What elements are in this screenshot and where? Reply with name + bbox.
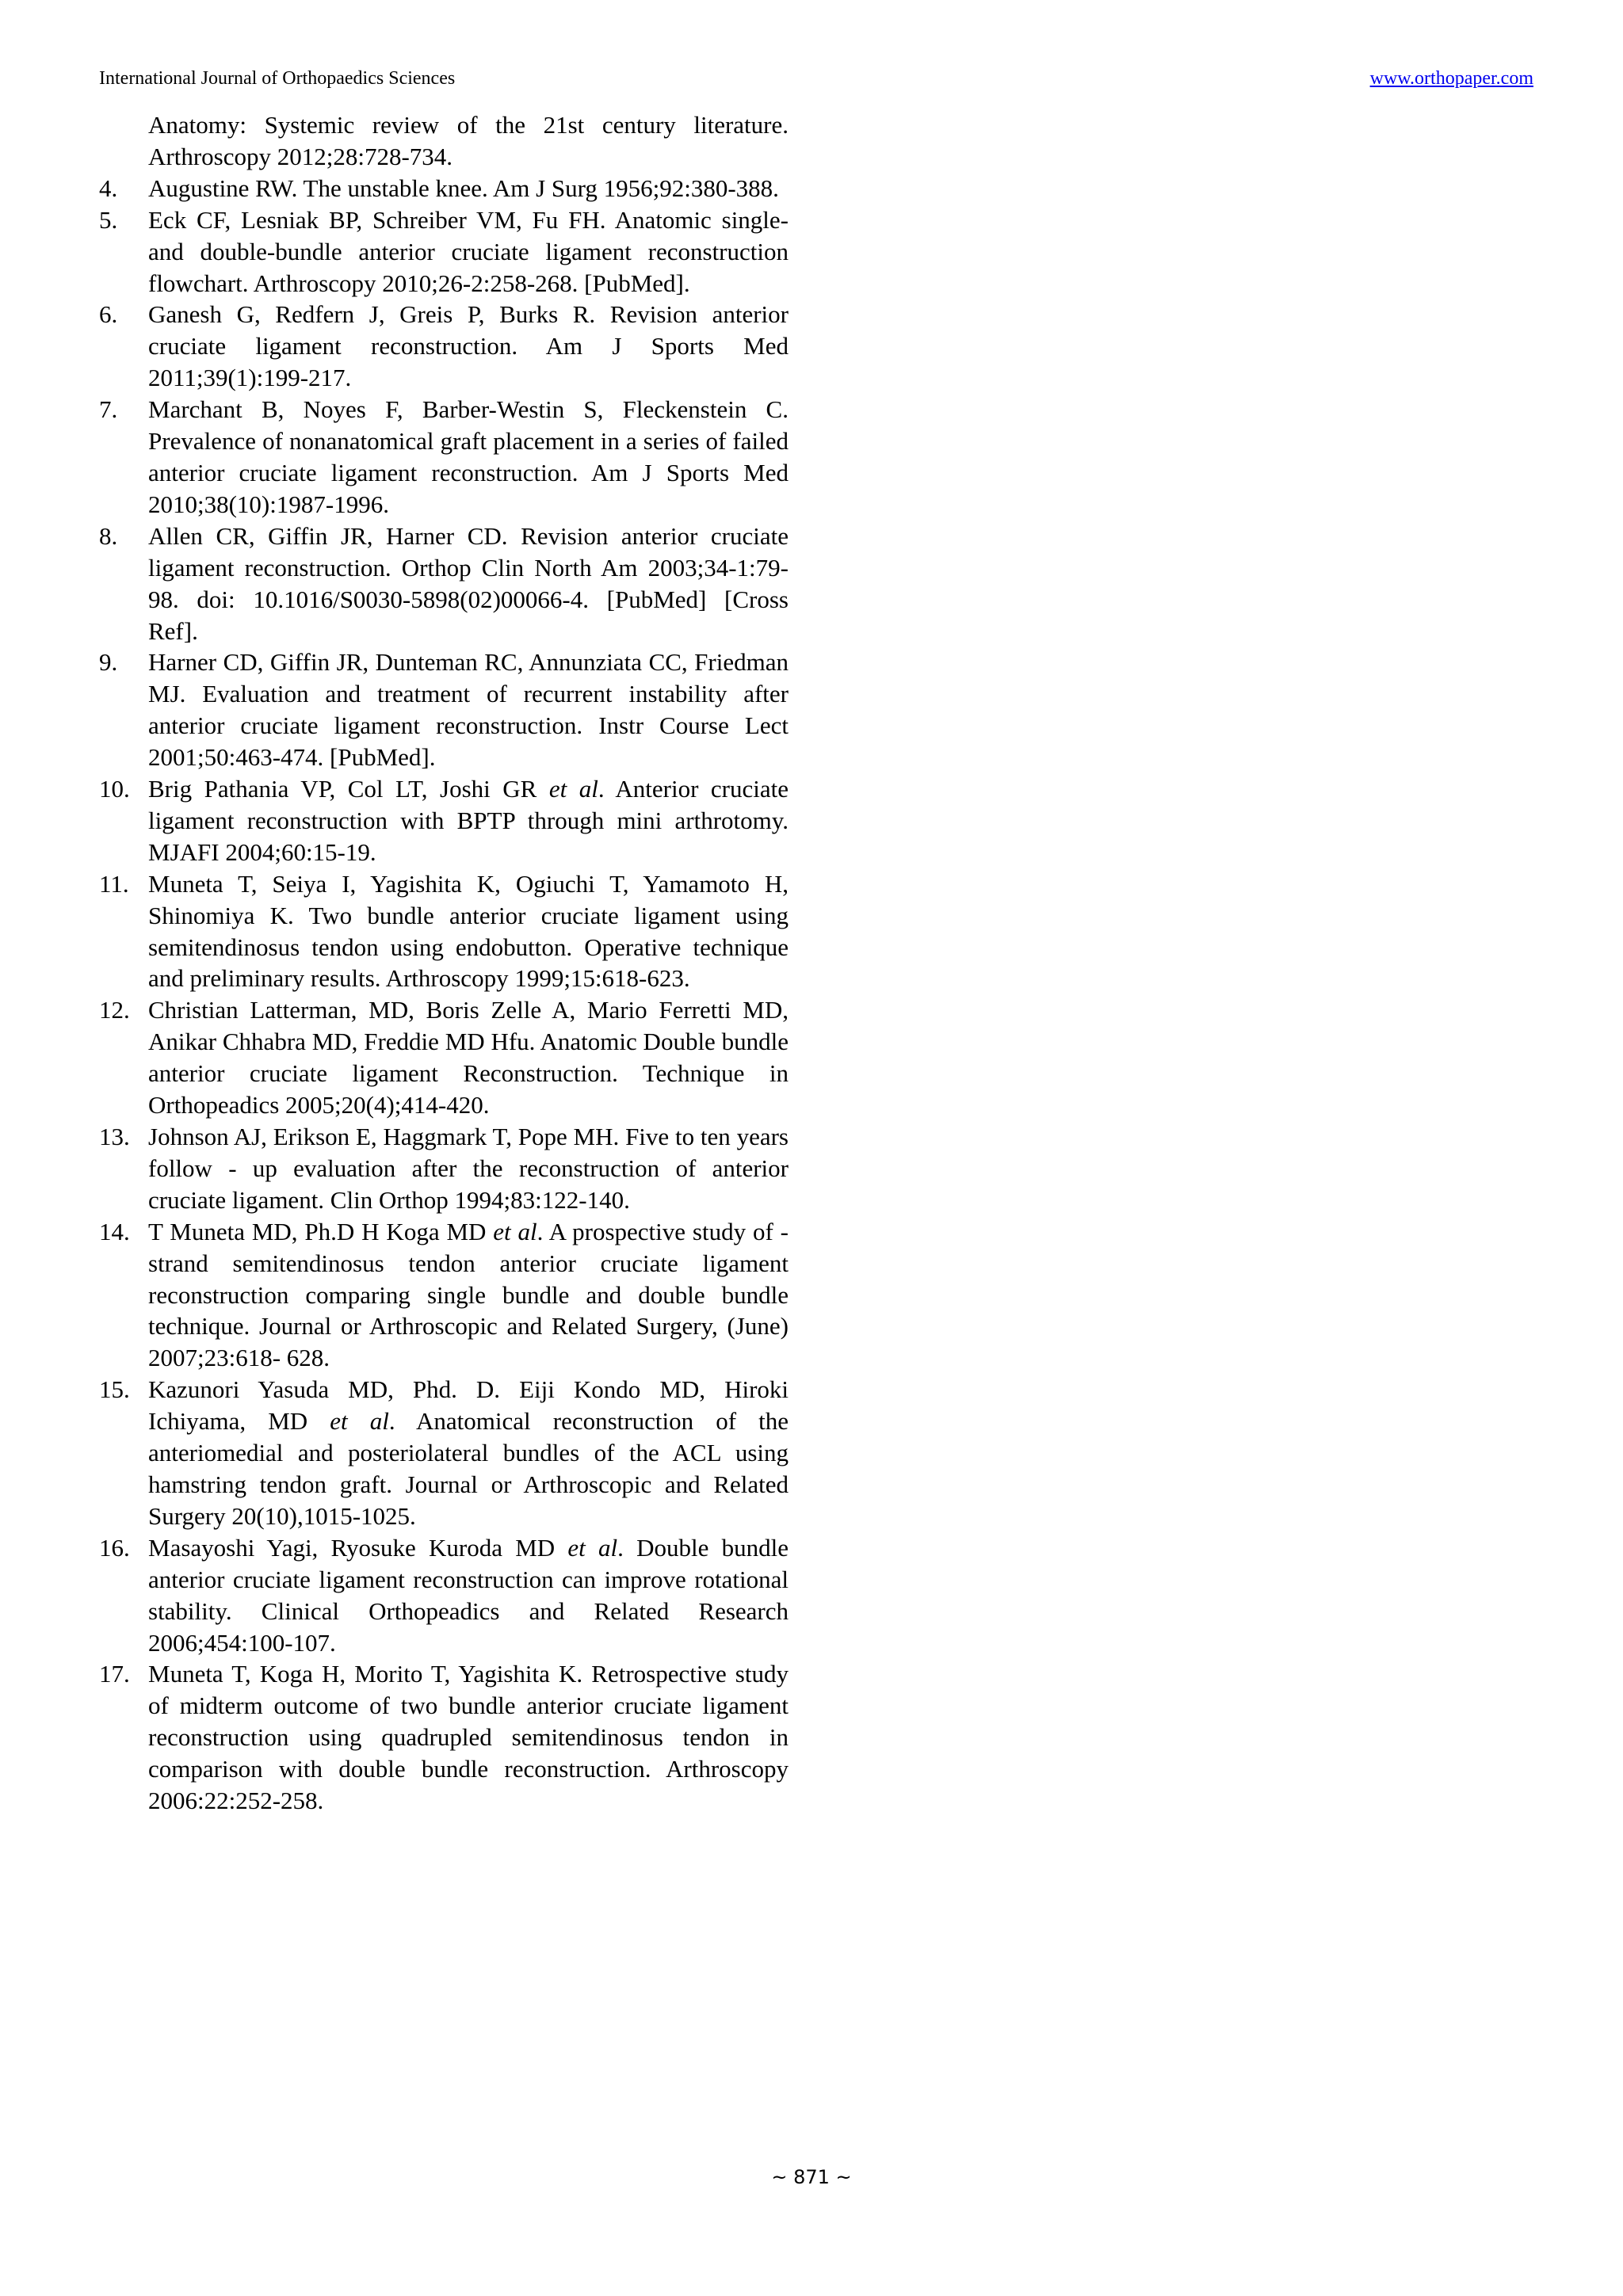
reference-text [148, 299, 789, 394]
reference-text [148, 994, 789, 1121]
reference-text [148, 773, 789, 868]
reference-number: 14. [99, 1217, 130, 1245]
reference-text [148, 173, 789, 204]
reference-citation: Christian Latterman, MD, Boris Zelle A, Mario Ferretti MD, Anikar Chhabra MD, Freddie MD Hfu. Anatomic Double bundle anterior cruciate ligament Reconstruction. Technique in Orthopeadics 2005;20(4);414-420. [148, 996, 789, 1119]
reference-item [99, 1216, 789, 1375]
reference-citation: Ganesh G, Redfern J, Greis P, Burks R. Revision anterior cruciate ligament reconstruction. Am J Sports Med 2011;39(1):199-217. [148, 300, 789, 392]
reference-citation: Johnson AJ, Erikson E, Haggmark T, Pope MH. Five to ten years follow - up evaluation after the reconstruction of anterior cruciate ligament. Clin Orthop 1994;83:122-140. [148, 1123, 789, 1214]
reference-et-al: et al [548, 775, 598, 803]
reference-text [148, 204, 789, 299]
reference-item [99, 1374, 789, 1532]
reference-number: 4. [99, 174, 118, 202]
reference-text [148, 109, 789, 173]
journal-website-link[interactable]: www.orthopaper.com [1369, 68, 1533, 89]
reference-text [148, 1121, 789, 1216]
reference-item [99, 394, 789, 521]
reference-et-al: et al [567, 1533, 618, 1562]
reference-text [148, 1532, 789, 1659]
reference-citation-rest: . Double bundle anterior cruciate ligament reconstruction can improve rotational stability. Clinical Orthopeadics and Related Research 2006;454:100-107. [148, 1533, 789, 1657]
reference-item [99, 994, 789, 1121]
reference-text [148, 646, 789, 773]
reference-item [99, 773, 789, 868]
reference-item [99, 646, 789, 773]
reference-citation: Anatomy: Systemic review of the 21st century literature. Arthroscopy 2012;28:728-734. [148, 111, 789, 170]
reference-text [148, 521, 789, 647]
reference-number: 12. [99, 996, 130, 1024]
reference-list [99, 109, 789, 1817]
reference-text [148, 394, 789, 521]
reference-number: 5. [99, 205, 118, 234]
reference-text [148, 868, 789, 995]
reference-item [99, 299, 789, 394]
reference-citation: Muneta T, Seiya I, Yagishita K, Ogiuchi T, Yamamoto H, Shinomiya K. Two bundle anterior cruciate ligament using semitendinosus tendon using endobutton. Operative technique and preliminary results. Arthroscopy 1999;15:618-623. [148, 869, 789, 993]
reference-number: 7. [99, 395, 118, 424]
reference-number: 9. [99, 648, 118, 677]
reference-citation: Marchant B, Noyes F, Barber-Westin S, Fleckenstein C. Prevalence of nonanatomical graft placement in a series of failed anterior cruciate ligament reconstruction. Am J Sports Med 2010;38(10):1987-1996. [148, 395, 789, 518]
reference-citation: Brig Pathania VP, Col LT, Joshi GR [148, 775, 549, 803]
reference-citation: Masayoshi Yagi, Ryosuke Kuroda MD [148, 1533, 568, 1562]
reference-item [99, 868, 789, 995]
reference-number: 10. [99, 775, 130, 803]
reference-number: 6. [99, 300, 118, 329]
reference-item [99, 1658, 789, 1817]
reference-citation-rest: . Anterior cruciate ligament reconstruction with BPTP through mini arthrotomy. MJAFI 2004;60:15-19. [148, 775, 789, 866]
journal-title: International Journal of Orthopaedics Sciences [99, 68, 456, 89]
reference-item [99, 1532, 789, 1659]
reference-citation: Eck CF, Lesniak BP, Schreiber VM, Fu FH. Anatomic single- and double-bundle anterior cruciate ligament reconstruction flowchart. Arthroscopy 2010;26-2:258-268. [PubMed]. [148, 205, 789, 297]
reference-citation: Allen CR, Giffin JR, Harner CD. Revision anterior cruciate ligament reconstruction. Orthop Clin North Am 2003;34-1:79-98. doi: 10.1016/S0030-5898(02)00066-4. [PubMed] [Cross Ref]. [148, 521, 789, 645]
reference-item [99, 521, 789, 647]
reference-citation: T Muneta MD, Ph.D H Koga MD [148, 1217, 494, 1245]
reference-text [148, 1658, 789, 1817]
reference-citation-rest: . A prospective study of - strand semitendinosus tendon anterior cruciate ligament reconstruction comparing single bundle and double bundle technique. Journal or Arthroscopic and Related Surgery, (June) 2007;23:618- 628. [148, 1217, 789, 1372]
reference-item [99, 1121, 789, 1216]
page-number: ~ 871 ~ [771, 2166, 852, 2188]
reference-number: 8. [99, 521, 118, 550]
reference-citation: Harner CD, Giffin JR, Dunteman RC, Annunziata CC, Friedman MJ. Evaluation and treatment of recurrent instability after anterior cruciate ligament reconstruction. Instr Course Lect 2001;50:463-474. [PubMed]. [148, 648, 789, 772]
reference-item [99, 109, 789, 173]
reference-et-al: et al [493, 1217, 537, 1245]
reference-number: 11. [99, 869, 129, 898]
reference-number: 17. [99, 1660, 130, 1688]
reference-item [99, 204, 789, 299]
reference-item [99, 173, 789, 204]
reference-citation: Muneta T, Koga H, Morito T, Yagishita K. Retrospective study of midterm outcome of two bundle anterior cruciate ligament reconstruction using quadrupled semitendinosus tendon in comparison with double bundle reconstruction. Arthroscopy 2006:22:252-258. [148, 1660, 789, 1815]
reference-citation-rest: . Anatomical reconstruction of the anteriomedial and posteriolateral bundles of the ACL using hamstring tendon graft. Journal or Arthroscopic and Related Surgery 20(10),1015-1025. [148, 1407, 789, 1530]
reference-et-al: et al [330, 1407, 389, 1436]
reference-number: 15. [99, 1375, 130, 1404]
reference-text [148, 1374, 789, 1532]
reference-citation: Kazunori Yasuda MD, Phd. D. Eiji Kondo MD, Hiroki Ichiyama, MD [148, 1375, 789, 1436]
reference-citation: Augustine RW. The unstable knee. Am J Surg 1956;92:380-388. [148, 174, 779, 202]
reference-number: 16. [99, 1533, 130, 1562]
reference-number: 13. [99, 1123, 130, 1150]
reference-text [148, 1216, 789, 1375]
